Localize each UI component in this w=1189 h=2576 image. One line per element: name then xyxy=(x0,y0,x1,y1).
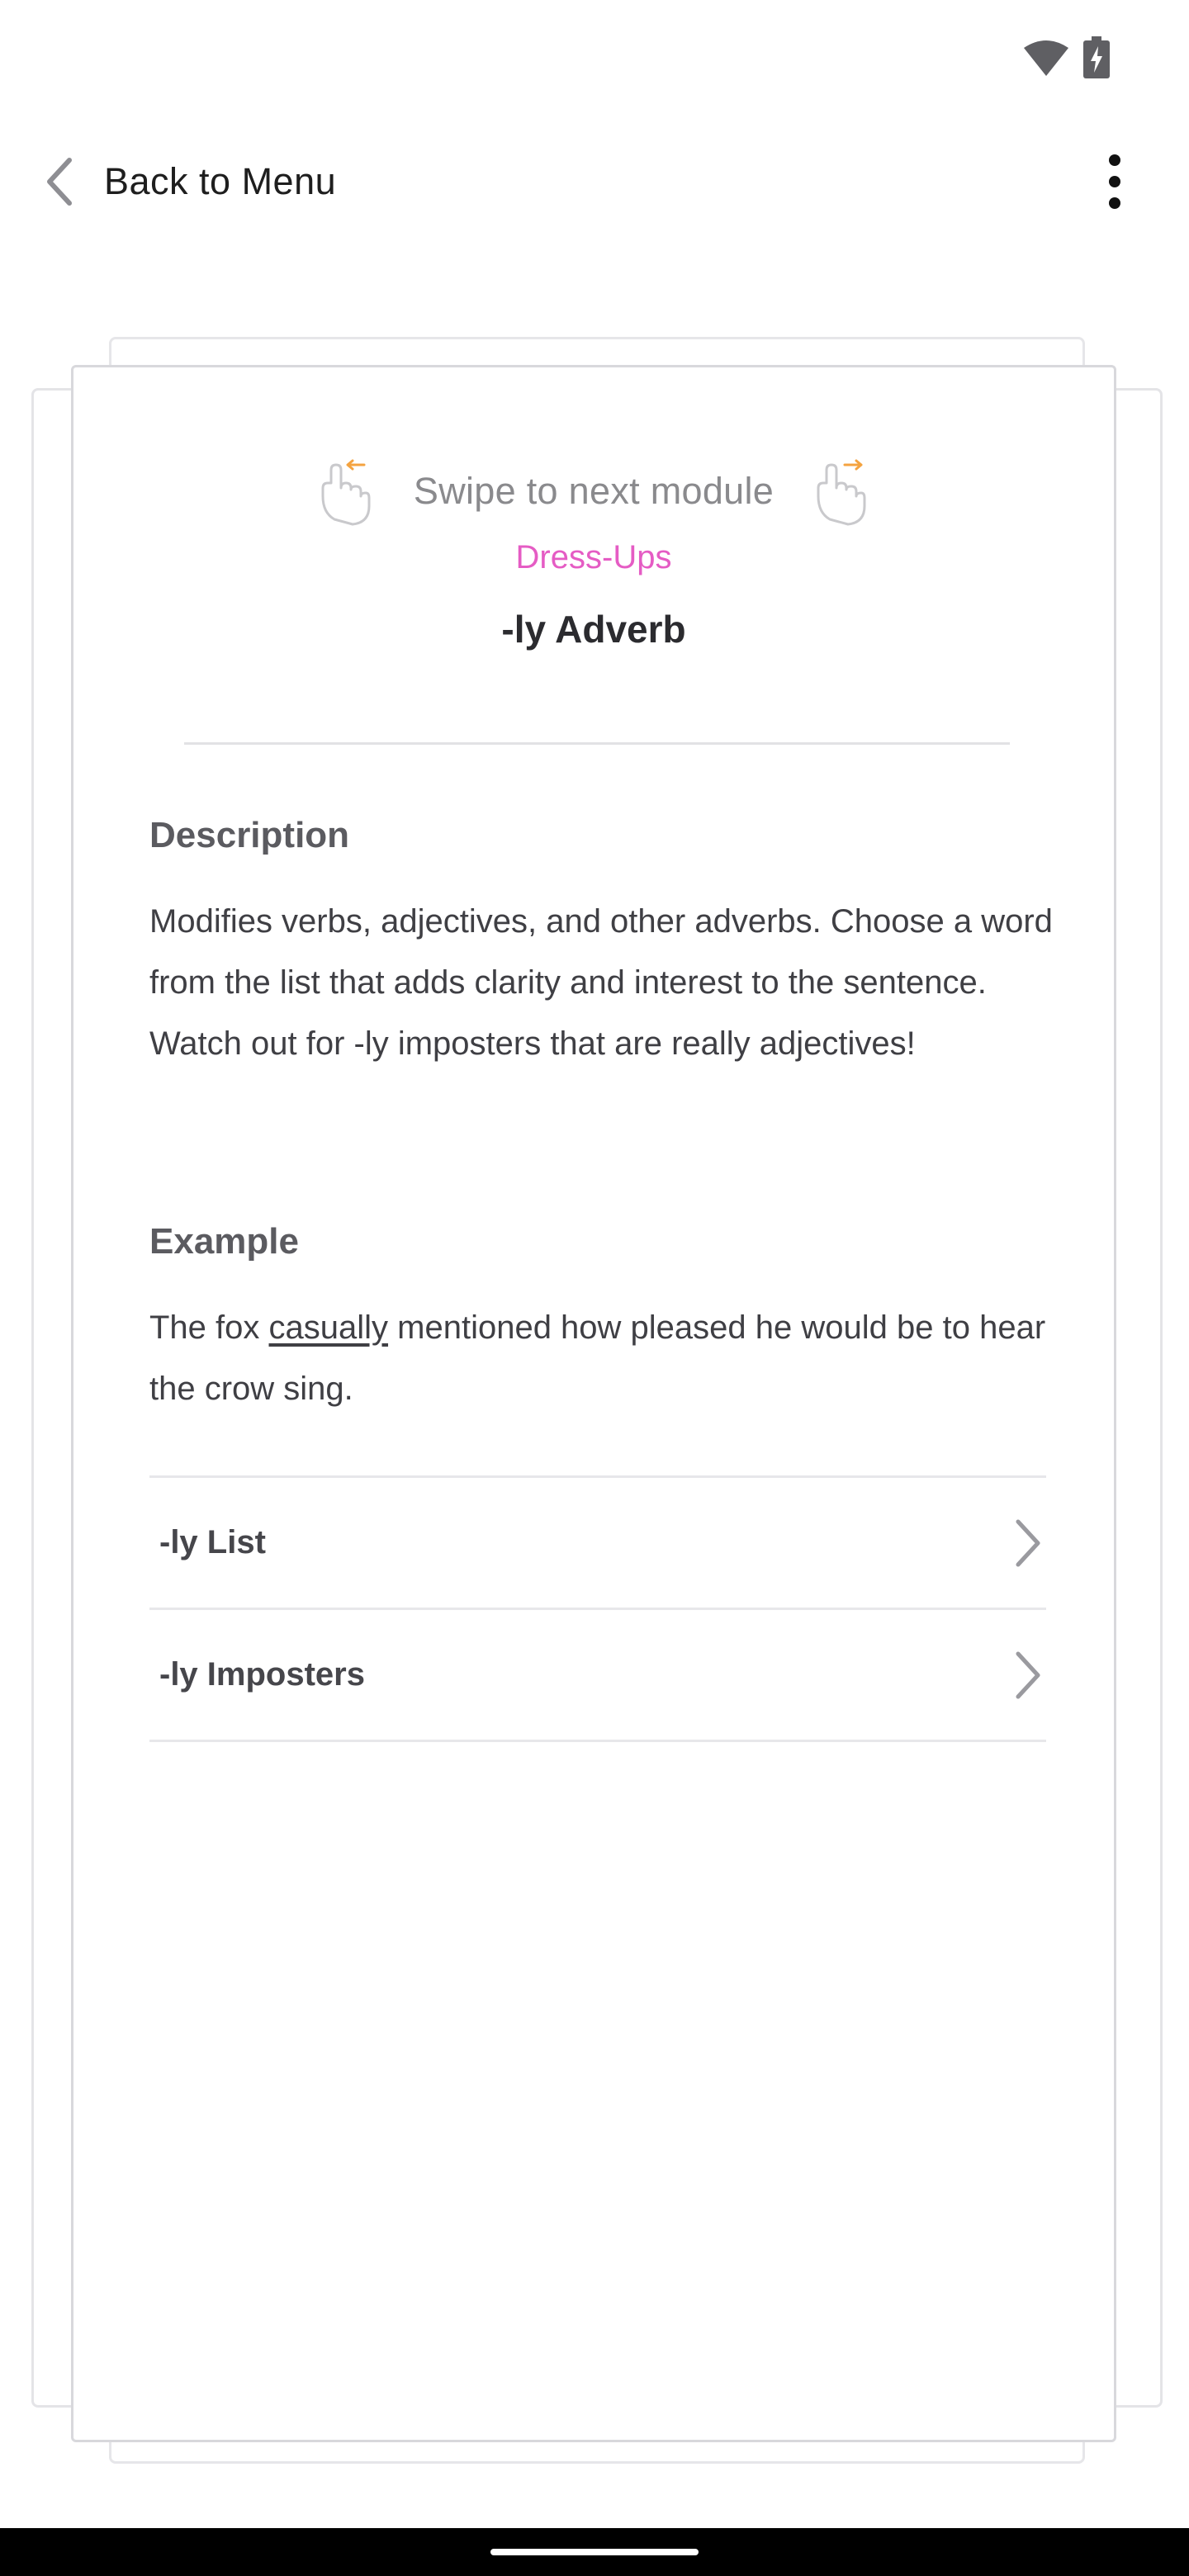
module-category: Dress-Ups xyxy=(515,539,672,575)
swipe-right-hand-icon xyxy=(812,455,871,528)
more-vert-icon xyxy=(1109,154,1120,166)
swipe-hint xyxy=(73,450,1114,533)
back-button[interactable] xyxy=(41,140,336,223)
more-vert-icon-dot-3 xyxy=(1109,197,1120,209)
chevron-right-icon xyxy=(1011,1517,1045,1570)
example-body xyxy=(149,1297,1046,1419)
title-divider xyxy=(184,742,1010,745)
module-title: -ly Adverb xyxy=(501,608,686,651)
back-label: Back to Menu xyxy=(104,160,337,202)
more-options-button[interactable] xyxy=(1090,140,1139,223)
status-bar xyxy=(0,0,1189,116)
app-bar xyxy=(0,132,1189,231)
example-heading: Example xyxy=(149,1221,299,1262)
description-body: Modifies verbs, adjectives, and other adverbs. Choose a word from the list that adds clarity and interest to the sentence. Watch out for -ly imposters that are really adjectives! xyxy=(149,903,1053,1062)
wifi-icon xyxy=(1022,38,1070,78)
module-card[interactable] xyxy=(71,365,1116,2442)
module-links-list xyxy=(149,1475,1046,1742)
battery-charging-icon xyxy=(1082,36,1111,79)
example-text-before: The fox xyxy=(149,1309,269,1346)
list-item-label: -ly Imposters xyxy=(159,1656,365,1693)
home-indicator[interactable] xyxy=(490,2549,699,2555)
more-vert-icon-dot-2 xyxy=(1109,176,1120,187)
navigation-bar xyxy=(0,2528,1189,2576)
link-ly-imposters[interactable] xyxy=(149,1608,1046,1742)
list-item-label: -ly List xyxy=(159,1524,266,1560)
description-heading: Description xyxy=(149,815,350,855)
swipe-hint-text: Swipe to next module xyxy=(413,470,775,512)
swipe-left-hand-icon xyxy=(316,455,376,528)
chevron-left-icon xyxy=(41,155,78,208)
example-text-after: mentioned how pleased he would be to hear the crow sing. xyxy=(149,1309,1046,1407)
chevron-right-icon xyxy=(1011,1649,1045,1702)
example-highlight-word: casually xyxy=(268,1309,389,1346)
link-ly-list[interactable] xyxy=(149,1475,1046,1608)
